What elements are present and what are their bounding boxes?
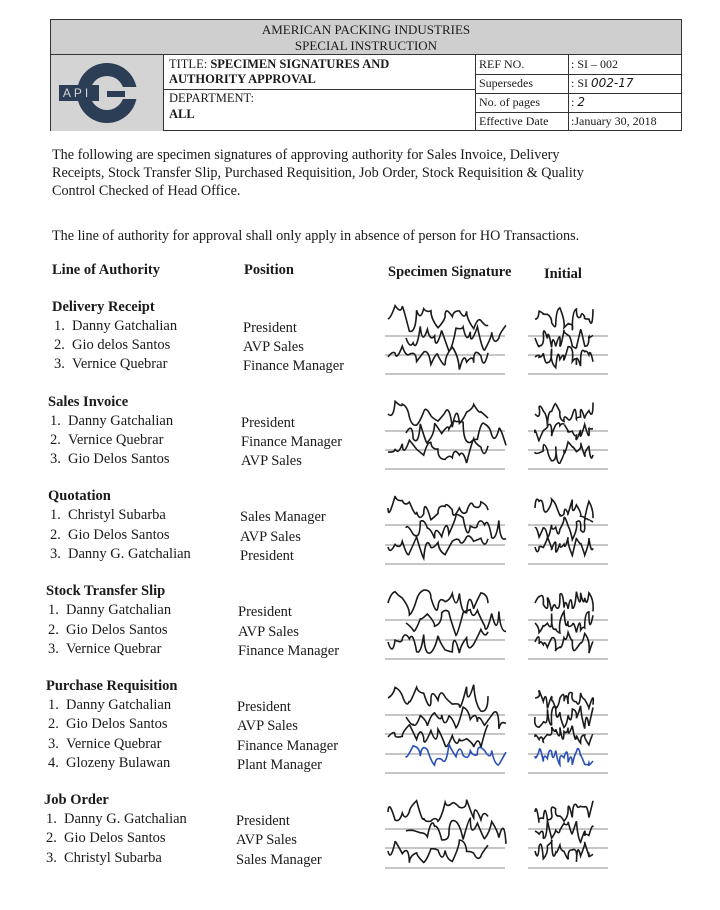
initial-scribble xyxy=(535,537,593,556)
title-text-line1: SPECIMEN SIGNATURES AND xyxy=(210,57,390,71)
authority-name: Glozeny Bulawan xyxy=(66,755,171,771)
authority-name: Danny Gatchalian xyxy=(72,318,178,334)
authority-name: Christyl Subarba xyxy=(64,850,162,866)
authority-number: 1. xyxy=(48,697,59,713)
signature-scribble xyxy=(406,514,506,539)
authority-position: Sales Manager xyxy=(236,852,322,868)
authority-number: 3. xyxy=(54,356,65,372)
department-value: ALL xyxy=(169,107,195,121)
intro-paragraph: The following are specimen signatures of approving authority for Sales Invoice, Delivery Receipts, Stock Transfer Slip, Purchased Requisition, Job Order, Stock Requisition & Quality Control Checked of Head Office. xyxy=(52,147,584,199)
signature-scribble xyxy=(388,629,488,653)
authority-note: The line of authority for approval shall only apply in absence of person for HO Transactions. xyxy=(52,228,580,244)
initial-scribble xyxy=(535,632,593,653)
authority-name: Vernice Quebrar xyxy=(66,736,162,752)
column-specimen-signature: Specimen Signature xyxy=(388,264,512,280)
initial-scribble xyxy=(535,517,593,539)
authority-position: President xyxy=(236,813,290,829)
initial-scribble xyxy=(535,347,593,368)
initial-scribble xyxy=(535,308,593,330)
signature-scribble xyxy=(406,818,506,844)
handwritten-pages: 2 xyxy=(577,95,585,109)
authority-position: Finance Manager xyxy=(241,434,343,450)
authority-position: Sales Manager xyxy=(240,509,326,525)
authority-number: 3. xyxy=(50,546,61,562)
signature-scribble xyxy=(388,685,488,712)
authority-name: Vernice Quebrar xyxy=(72,356,168,372)
authority-position: AVP Sales xyxy=(238,624,299,640)
authority-position: President xyxy=(240,548,294,564)
initial-scribble xyxy=(535,749,593,766)
title-text-line2: AUTHORITY APPROVAL xyxy=(169,72,316,86)
signature-scribble xyxy=(406,610,506,636)
signature-scribble xyxy=(388,306,488,332)
logo-text: API xyxy=(62,86,92,100)
authority-number: 1. xyxy=(46,811,57,827)
authority-number: 3. xyxy=(48,736,59,752)
authority-number: 2. xyxy=(46,830,57,846)
initial-scribble xyxy=(535,442,593,463)
initial-scribble xyxy=(535,592,593,612)
authority-name: Danny G. Gatchalian xyxy=(68,546,191,562)
authority-number: 3. xyxy=(50,451,61,467)
authority-position: AVP Sales xyxy=(243,339,304,355)
authority-name: Gio delos Santos xyxy=(72,337,171,353)
authority-name: Danny Gatchalian xyxy=(66,697,172,713)
company-name: AMERICAN PACKING INDUSTRIES xyxy=(261,22,471,37)
initial-scribble xyxy=(535,330,593,349)
authority-number: 2. xyxy=(48,622,59,638)
authority-name: Gio Delos Santos xyxy=(68,527,170,543)
ref-row: REF NO. : SI – 002 xyxy=(475,55,681,75)
authority-number: 2. xyxy=(50,432,61,448)
signature-scribble xyxy=(406,744,506,765)
column-position: Position xyxy=(244,262,294,278)
authority-number: 2. xyxy=(54,337,65,353)
authority-name: Vernice Quebrar xyxy=(66,641,162,657)
ref-row: No. of pages : 2 xyxy=(475,93,681,113)
title-label: TITLE: xyxy=(169,57,208,71)
authority-position: President xyxy=(243,320,297,336)
initial-scribble xyxy=(535,821,593,843)
authority-name: Vernice Quebrar xyxy=(68,432,164,448)
authority-number: 1. xyxy=(50,413,61,429)
authority-name: Gio Delos Santos xyxy=(66,716,168,732)
section-title: Stock Transfer Slip xyxy=(46,583,166,599)
authority-position: AVP Sales xyxy=(241,453,302,469)
authority-number: 2. xyxy=(50,527,61,543)
signature-scribble xyxy=(388,725,488,748)
signature-scribble xyxy=(406,325,506,351)
ref-row: Effective Date :January 30, 2018 xyxy=(475,112,681,131)
section-title: Job Order xyxy=(44,792,109,808)
signature-scribble xyxy=(388,496,488,520)
authority-position: President xyxy=(237,699,291,715)
signature-scribble xyxy=(388,401,488,427)
authority-position: President xyxy=(238,604,292,620)
authority-name: Danny G. Gatchalian xyxy=(64,811,187,827)
authority-position: Finance Manager xyxy=(238,643,340,659)
authority-position: President xyxy=(241,415,295,431)
signature-scribble xyxy=(406,707,506,729)
column-initial: Initial xyxy=(544,266,582,282)
authority-position: AVP Sales xyxy=(236,832,297,848)
column-line-of-authority: Line of Authority xyxy=(52,262,160,278)
authority-position: Finance Manager xyxy=(237,738,339,754)
initial-scribble xyxy=(535,706,593,729)
authority-position: AVP Sales xyxy=(240,529,301,545)
authority-number: 1. xyxy=(54,318,65,334)
authority-name: Gio Delos Santos xyxy=(64,830,166,846)
authority-name: Danny Gatchalian xyxy=(66,602,172,618)
authority-number: 1. xyxy=(50,507,61,523)
authority-number: 1. xyxy=(48,602,59,618)
signature-scribble xyxy=(388,800,488,822)
signature-scribble xyxy=(388,346,488,369)
document-type: SPECIAL INSTRUCTION xyxy=(294,38,438,53)
initial-scribble xyxy=(535,423,593,442)
handwritten-supersedes: 002-17 xyxy=(591,76,634,90)
authority-number: 3. xyxy=(46,850,57,866)
section-title: Delivery Receipt xyxy=(52,299,155,315)
initial-scribble xyxy=(535,403,593,425)
authority-position: Finance Manager xyxy=(243,358,345,374)
authority-name: Christyl Subarba xyxy=(68,507,166,523)
section-title: Purchase Requisition xyxy=(46,678,178,694)
signature-scribble xyxy=(388,439,488,463)
section-title: Sales Invoice xyxy=(48,394,129,410)
signature-scribble xyxy=(406,421,506,445)
authority-name: Gio Delos Santos xyxy=(68,451,170,467)
section-title: Quotation xyxy=(48,488,111,504)
authority-position: Plant Manager xyxy=(237,757,322,773)
authority-position: AVP Sales xyxy=(237,718,298,734)
signature-scribble xyxy=(388,536,488,558)
initial-scribble xyxy=(535,801,593,823)
authority-name: Danny Gatchalian xyxy=(68,413,174,429)
authority-name: Gio Delos Santos xyxy=(66,622,168,638)
authority-number: 3. xyxy=(48,641,59,657)
signature-scribble xyxy=(388,590,488,615)
department-label: DEPARTMENT: xyxy=(169,91,254,105)
initial-scribble xyxy=(535,691,593,709)
initial-scribble xyxy=(535,499,593,519)
authority-number: 2. xyxy=(48,716,59,732)
authority-number: 4. xyxy=(48,755,59,771)
initial-scribble xyxy=(535,612,593,634)
initial-scribble xyxy=(535,840,593,862)
ref-row: Supersedes : SI 002-17 xyxy=(475,74,681,94)
signature-scribble xyxy=(388,840,488,863)
